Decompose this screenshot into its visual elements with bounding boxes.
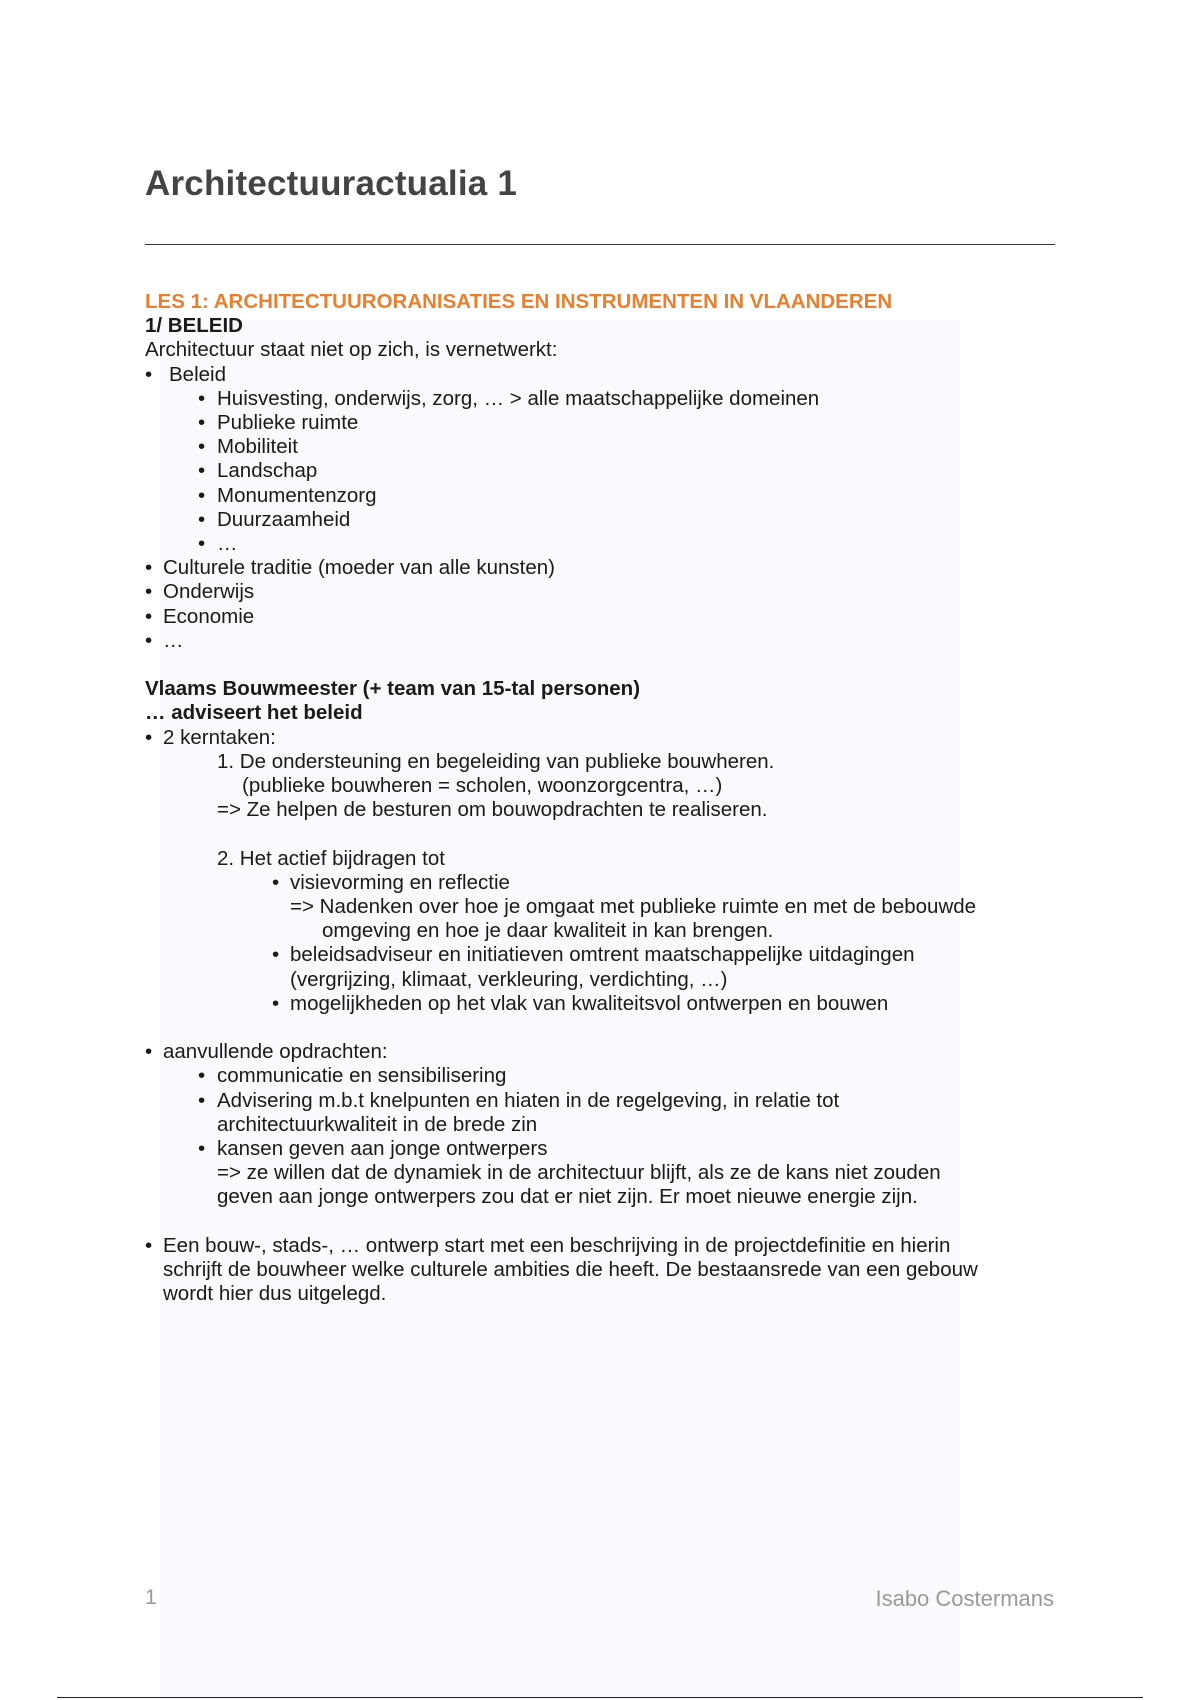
intro-text: Architectuur staat niet op zich, is vernetwerkt: xyxy=(145,338,558,362)
bullet-icon: • xyxy=(145,1040,153,1064)
list-item-text: beleidsadviseur en initiatieven omtrent maatschappelijke uitdagingen xyxy=(290,943,915,967)
bullet-icon: • xyxy=(198,435,206,459)
list-item-note: => ze willen dat de dynamiek in de architectuur blijft, als ze de kans niet zouden xyxy=(217,1161,941,1185)
task-1-title: 1. De ondersteuning en begeleiding van publieke bouwheren. xyxy=(217,749,775,773)
bullet-icon: • xyxy=(145,725,153,749)
list-item-text: Mobiliteit xyxy=(217,435,298,459)
bullet-icon: • xyxy=(145,580,153,604)
list-item xyxy=(145,435,1065,459)
bullet-icon: • xyxy=(198,1064,206,1088)
list-item-text: Landschap xyxy=(217,459,318,483)
bullet-icon: • xyxy=(145,1233,153,1257)
task-1-note: => Ze helpen de besturen om bouwopdrachten te realiseren. xyxy=(217,798,768,822)
document-body xyxy=(145,290,1065,1306)
spacer xyxy=(145,822,1065,846)
bullet-icon: • xyxy=(145,604,153,628)
list-item-text: Onderwijs xyxy=(163,580,255,604)
bullet-icon: • xyxy=(272,943,280,967)
list-item xyxy=(145,605,1065,629)
list-item-continued: architectuurkwaliteit in de brede zin xyxy=(217,1112,538,1136)
list-item xyxy=(145,629,1065,653)
list-item-continued: schrijft de bouwheer welke culturele ambities die heeft. De bestaansrede van een gebouw xyxy=(163,1258,978,1282)
list-item-continued: wordt hier dus uitgelegd. xyxy=(163,1282,387,1306)
bullet-icon: • xyxy=(198,507,206,531)
beleid-sublist xyxy=(145,387,1065,556)
bullet-icon: • xyxy=(198,1088,206,1112)
author-name: Isabo Costermans xyxy=(875,1586,1054,1611)
list-item-text: … xyxy=(217,532,238,556)
page-number: 1 xyxy=(145,1586,157,1609)
task-2-title: 2. Het actief bijdragen tot xyxy=(217,846,445,870)
list-item-kerntaken xyxy=(145,726,1065,750)
list-item-text: mogelijkheden op het vlak van kwaliteitsvol ontwerpen en bouwen xyxy=(290,991,889,1015)
list-item xyxy=(145,508,1065,532)
list-item-label: Beleid xyxy=(169,362,226,386)
spacer xyxy=(145,1016,1065,1040)
list-item xyxy=(145,580,1065,604)
bouwmeester-subheading: … adviseert het beleid xyxy=(145,701,363,725)
list-item-text: Monumentenzorg xyxy=(217,483,377,507)
bullet-icon: • xyxy=(145,362,153,386)
bullet-icon: • xyxy=(272,870,280,894)
list-item xyxy=(145,387,1065,411)
task-2-note: => Nadenken over hoe je omgaat met publieke ruimte en met de bebouwde xyxy=(290,895,977,919)
bouwmeester-heading: Vlaams Bouwmeester (+ team van 15-tal personen) xyxy=(145,677,641,701)
bullet-icon: • xyxy=(198,386,206,410)
list-item xyxy=(145,484,1065,508)
list-item xyxy=(145,1137,1065,1161)
list-item-text: … xyxy=(163,628,184,652)
list-item-aanvullend xyxy=(145,1040,1065,1064)
list-item xyxy=(145,556,1065,580)
list-item-text: 2 kerntaken: xyxy=(163,725,276,749)
list-item-text: communicatie en sensibilisering xyxy=(217,1064,507,1088)
task-2-note-continued: omgeving en hoe je daar kwaliteit in kan brengen. xyxy=(322,919,774,943)
list-item xyxy=(145,992,1065,1016)
bottom-divider xyxy=(57,1697,1143,1698)
list-item-text: Een bouw-, stads-, … ontwerp start met een beschrijving in de projectdefinitie en hierin xyxy=(163,1233,951,1257)
title-divider xyxy=(145,244,1055,245)
list-item-text: Duurzaamheid xyxy=(217,507,351,531)
list-item-text: Economie xyxy=(163,604,255,628)
lesson-heading: LES 1: ARCHITECTUURORANISATIES EN INSTRUMENTEN IN VLAANDEREN xyxy=(145,290,893,313)
bullet-icon: • xyxy=(198,532,206,556)
list-item-ontwerp xyxy=(145,1234,1065,1258)
bullet-icon: • xyxy=(198,411,206,435)
list-item-text: visievorming en reflectie xyxy=(290,870,510,894)
bullet-icon: • xyxy=(198,1137,206,1161)
list-item xyxy=(145,871,1065,895)
list-item xyxy=(145,1089,1065,1113)
list-item-text: Advisering m.b.t knelpunten en hiaten in de regelgeving, in relatie tot xyxy=(217,1088,840,1112)
list-item xyxy=(145,943,1065,967)
list-item-continued: (vergrijzing, klimaat, verkleuring, verdichting, …) xyxy=(290,967,728,991)
document-title: Architectuuractualia 1 xyxy=(145,164,518,203)
bullet-icon: • xyxy=(145,556,153,580)
bullet-icon: • xyxy=(198,483,206,507)
bullet-icon: • xyxy=(272,991,280,1015)
spacer xyxy=(145,1210,1065,1234)
list-item xyxy=(145,459,1065,483)
list-item-text: aanvullende opdrachten: xyxy=(163,1040,388,1064)
list-item-note-continued: geven aan jonge ontwerpers zou dat er niet zijn. Er moet nieuwe energie zijn. xyxy=(217,1185,918,1209)
list-item-text: Culturele traditie (moeder van alle kunsten) xyxy=(163,556,555,580)
task-1-detail: (publieke bouwheren = scholen, woonzorgcentra, …) xyxy=(242,774,723,798)
list-item xyxy=(145,411,1065,435)
list-item xyxy=(145,1064,1065,1088)
spacer xyxy=(145,653,1065,677)
list-item-text: Publieke ruimte xyxy=(217,411,359,435)
list-item-beleid xyxy=(145,363,1065,387)
list-item xyxy=(145,532,1065,556)
section-heading: 1/ BELEID xyxy=(145,314,243,338)
list-item-text: Huisvesting, onderwijs, zorg, … > alle maatschappelijke domeinen xyxy=(217,386,820,410)
bullet-icon: • xyxy=(145,628,153,652)
bullet-icon: • xyxy=(198,459,206,483)
list-item-text: kansen geven aan jonge ontwerpers xyxy=(217,1137,548,1161)
